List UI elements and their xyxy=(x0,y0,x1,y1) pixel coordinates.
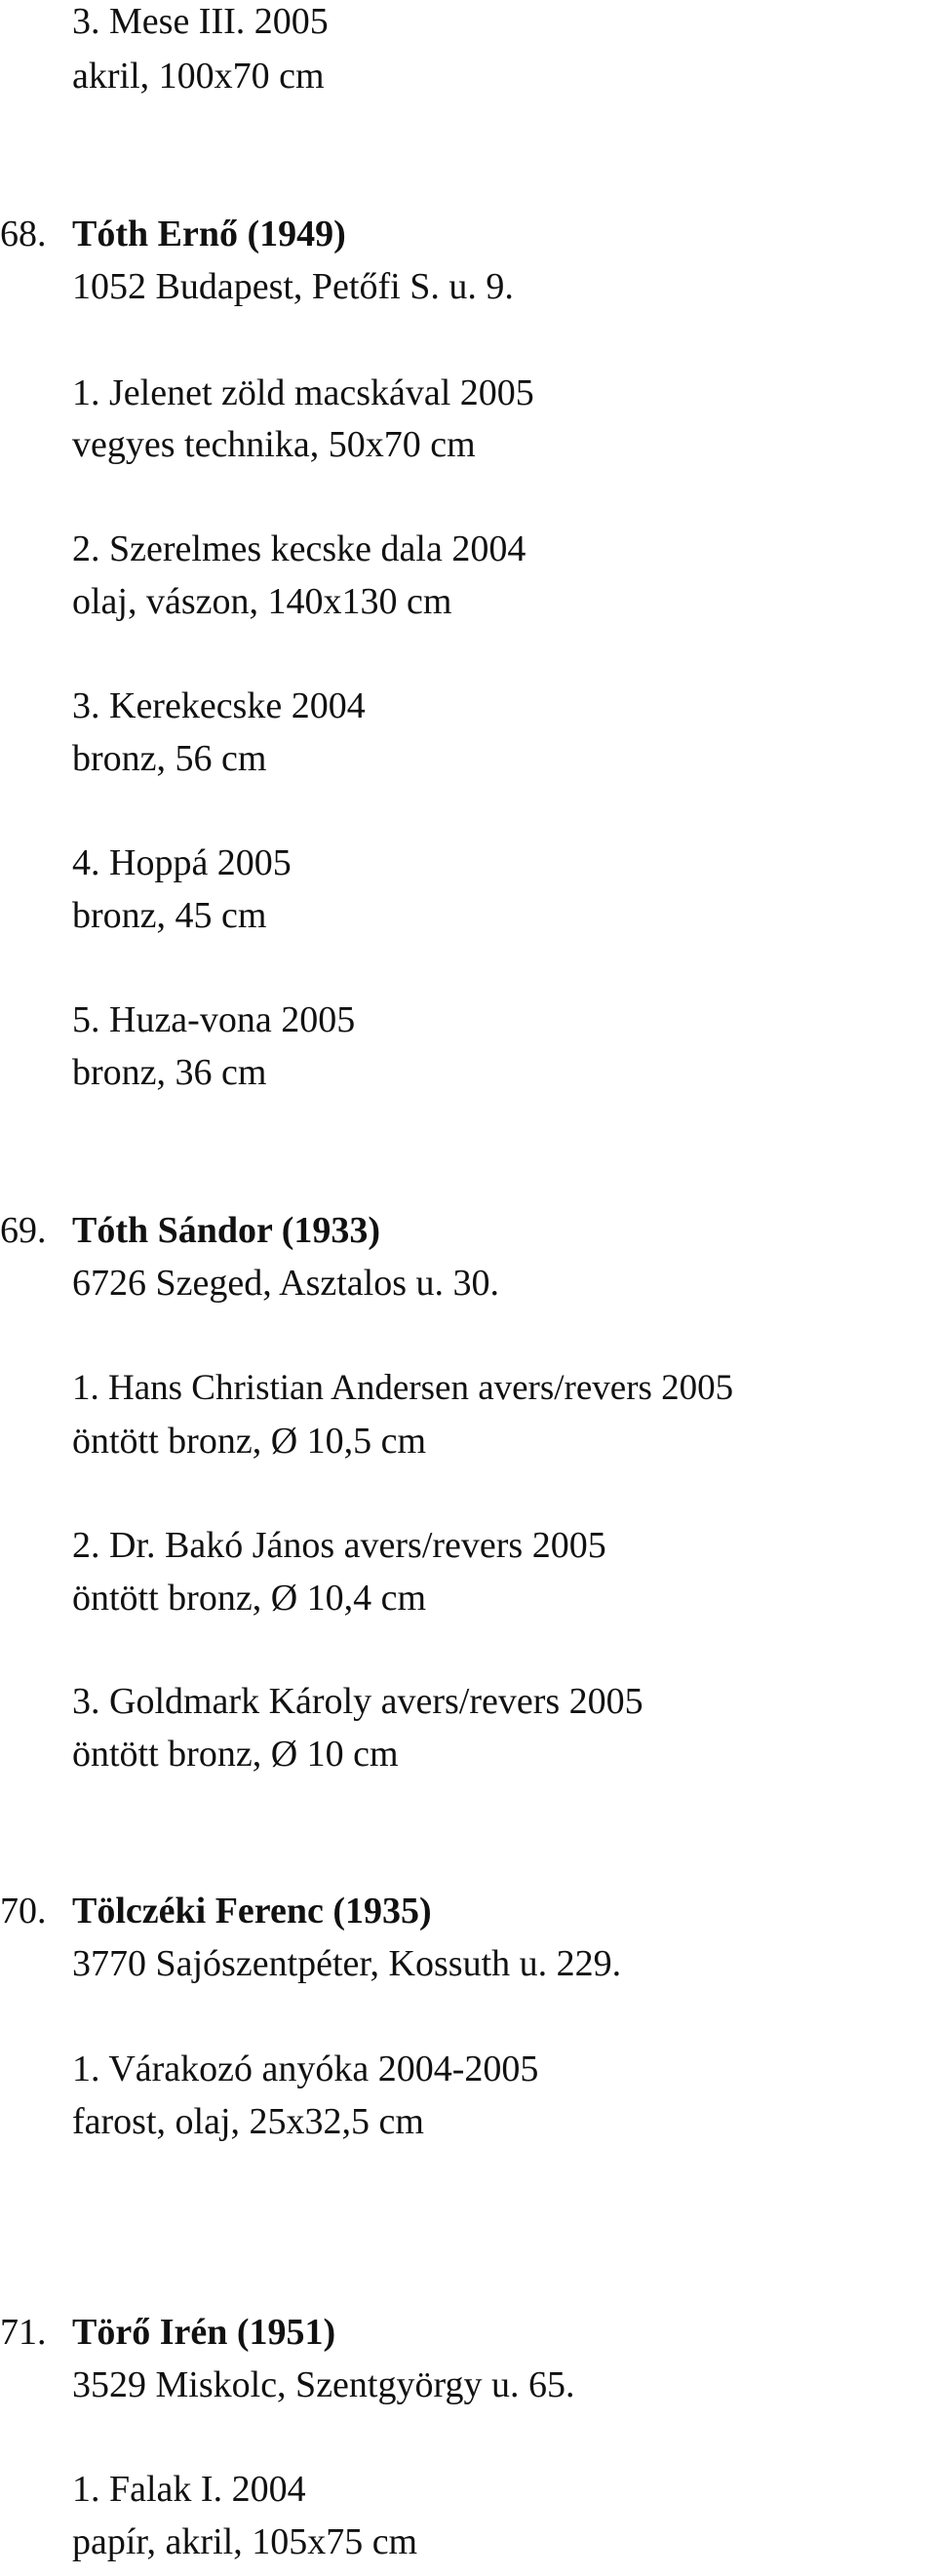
artwork-detail: bronz, 56 cm xyxy=(72,738,267,779)
artist-heading xyxy=(0,1209,380,1252)
artwork-detail: öntött bronz, Ø 10,5 cm xyxy=(72,1421,427,1462)
artist-heading xyxy=(0,2311,335,2354)
artwork-detail: vegyes technika, 50x70 cm xyxy=(72,424,476,465)
artist-address: 6726 Szeged, Asztalos u. 30. xyxy=(72,1263,500,1304)
artist-address: 3770 Sajószentpéter, Kossuth u. 229. xyxy=(72,1943,622,1984)
artist-address: 1052 Budapest, Petőfi S. u. 9. xyxy=(72,266,514,307)
artist-name: Törő Irén (1951) xyxy=(72,2312,336,2353)
entry-number: 71. xyxy=(0,2312,47,2353)
artwork-title: 5. Huza-vona 2005 xyxy=(72,999,356,1040)
artwork-detail: öntött bronz, Ø 10,4 cm xyxy=(72,1578,427,1619)
artist-name: Tóth Ernő (1949) xyxy=(72,214,346,254)
artwork-detail: öntött bronz, Ø 10 cm xyxy=(72,1734,399,1775)
artwork-detail: olaj, vászon, 140x130 cm xyxy=(72,581,452,622)
artist-name: Tóth Sándor (1933) xyxy=(72,1210,381,1251)
artist-address: 3529 Miskolc, Szentgyörgy u. 65. xyxy=(72,2364,575,2405)
artwork-title: 3. Mese III. 2005 xyxy=(72,1,329,42)
artwork-detail: bronz, 45 cm xyxy=(72,895,267,936)
artwork-title: 2. Dr. Bakó János avers/revers 2005 xyxy=(72,1525,606,1566)
artwork-title: 3. Kerekecske 2004 xyxy=(72,685,366,726)
artist-heading xyxy=(0,1890,432,1932)
artwork-title: 3. Goldmark Károly avers/revers 2005 xyxy=(72,1681,644,1722)
artwork-detail: farost, olaj, 25x32,5 cm xyxy=(72,2101,424,2142)
artwork-detail: papír, akril, 105x75 cm xyxy=(72,2521,418,2562)
entry-number: 68. xyxy=(0,214,47,254)
artwork-detail: bronz, 36 cm xyxy=(72,1052,267,1093)
artwork-title: 4. Hoppá 2005 xyxy=(72,842,292,883)
entry-number: 69. xyxy=(0,1210,47,1251)
artist-heading xyxy=(0,213,346,255)
artwork-title: 1. Hans Christian Andersen avers/revers 2005 xyxy=(72,1368,734,1408)
artwork-title: 2. Szerelmes kecske dala 2004 xyxy=(72,528,526,569)
artwork-detail: akril, 100x70 cm xyxy=(72,56,325,97)
artist-name: Tölczéki Ferenc (1935) xyxy=(72,1891,432,1932)
entry-number: 70. xyxy=(0,1891,47,1932)
artwork-title: 1. Jelenet zöld macskával 2005 xyxy=(72,372,534,413)
artwork-title: 1. Várakozó anyóka 2004-2005 xyxy=(72,2049,539,2089)
artwork-title: 1. Falak I. 2004 xyxy=(72,2469,306,2510)
